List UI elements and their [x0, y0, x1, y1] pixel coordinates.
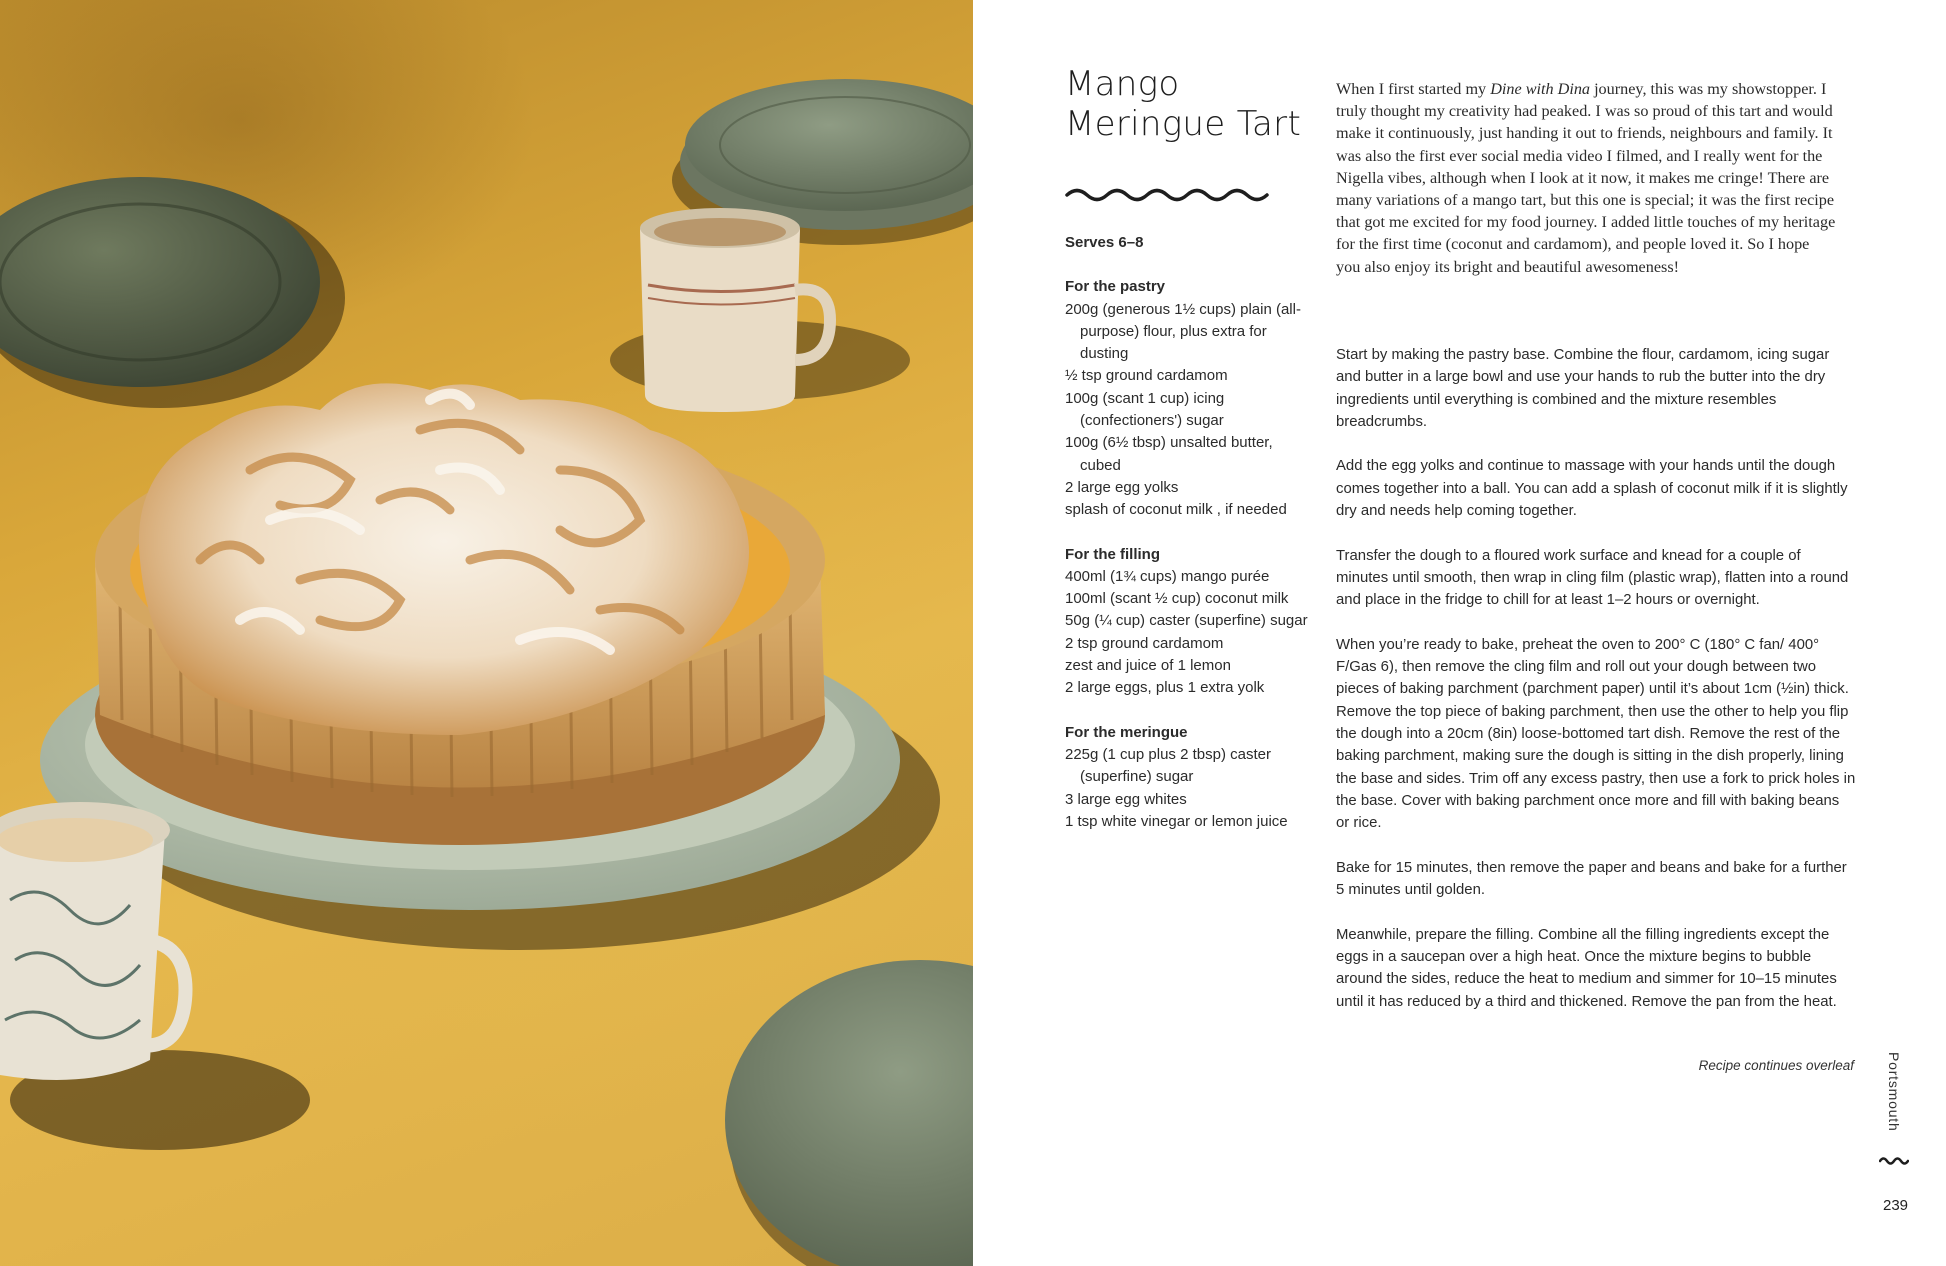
- pastry-ingredients: [1065, 276, 1315, 521]
- ingredient-item: 400ml (1¾ cups) mango purée: [1065, 567, 1270, 585]
- ingredient-item: 200g (generous 1½ cups) plain (all-purpose) flour, plus extra for dusting: [1065, 300, 1301, 363]
- ingredient-item: 2 tsp ground cardamom: [1065, 634, 1224, 652]
- wavy-divider-icon: [1065, 184, 1269, 206]
- chapter-side-label: Portsmouth: [1886, 1052, 1902, 1132]
- ingredient-item: zest and juice of 1 lemon: [1065, 657, 1231, 675]
- meringue-heading: For the meringue: [1065, 723, 1188, 741]
- ingredient-item: 3 large egg whites: [1065, 790, 1187, 808]
- method-step: Start by making the pastry base. Combine the flour, cardamom, icing sugar and butter in a large bowl and use your hands to rub the butter into the dry ingredients until everything is combined and the mixture resembles breadcrumbs.: [1336, 347, 1830, 430]
- method-step: Bake for 15 minutes, then remove the paper and beans and bake for a further 5 minutes until golden.: [1336, 859, 1847, 899]
- recipe-intro: [1336, 78, 1836, 278]
- ingredient-item: 2 large egg yolks: [1065, 478, 1179, 496]
- page-number: 239: [1883, 1197, 1909, 1214]
- ingredient-item: 225g (1 cup plus 2 tbsp) caster (superfine) sugar: [1065, 745, 1271, 786]
- intro-text-start: When I first started my: [1336, 80, 1491, 98]
- serves-label: Serves 6–8: [1065, 234, 1144, 251]
- method-step: Transfer the dough to a floured work surface and knead for a couple of minutes until smooth, then wrap in cling film (plastic wrap), flatten into a round and place in the fridge to chill for at least 1–2 hours or overnight.: [1336, 547, 1849, 609]
- small-wave-icon: [1879, 1155, 1909, 1167]
- ingredients-column: [1065, 232, 1315, 855]
- recipe-page: [973, 0, 1946, 1266]
- ingredient-item: 100g (6½ tbsp) unsalted butter, cubed: [1065, 434, 1273, 474]
- recipe-title-line-1: Mango: [1065, 64, 1180, 104]
- filling-heading: For the filling: [1065, 545, 1160, 563]
- method-steps: [1336, 344, 1856, 1035]
- ingredient-item: ½ tsp ground cardamom: [1065, 367, 1228, 385]
- ingredient-item: splash of coconut milk , if needed: [1065, 501, 1287, 519]
- ingredient-item: 100ml (scant ½ cup) coconut milk: [1065, 590, 1289, 608]
- meringue-ingredients: [1065, 722, 1315, 833]
- filling-ingredients: [1065, 544, 1315, 700]
- recipe-title: [1065, 64, 1325, 144]
- pastry-heading: For the pastry: [1065, 278, 1166, 296]
- intro-book-title: Dine with Dina: [1490, 80, 1591, 98]
- intro-text-rest: journey, this was my showstopper. I truly thought my creativity had peaked. I was so proud of this tart and would make it continuously, just handing it out to friends, neighbours and family. It was also the first ever social media video I filmed, and I really went for the Nigella vibes, although when I look at it now, it makes me cringe! There are many variations of a mango tart, but this one is special; it was the first recipe that got me excited for my food journey. I added little touches of my heritage for the first time (coconut and cardamom), and people loved it. So I hope you also enjoy its bright and beautiful awesomeness!: [1336, 80, 1836, 276]
- ingredient-item: 100g (scant 1 cup) icing (confectioners') sugar: [1065, 389, 1225, 430]
- recipe-title-line-2: Meringue Tart: [1065, 104, 1302, 144]
- continues-note: Recipe continues overleaf: [1698, 1058, 1854, 1073]
- ingredient-item: 1 tsp white vinegar or lemon juice: [1065, 812, 1288, 830]
- method-step: Meanwhile, prepare the filling. Combine all the filling ingredients except the eggs in a saucepan over a high heat. Once the mixture begins to bubble around the sides, reduce the heat to medium and simmer for 10–15 minutes until it has reduced by a third and thickened. Remove the pan from the heat.: [1336, 926, 1837, 1010]
- ingredient-item: 2 large eggs, plus 1 extra yolk: [1065, 679, 1265, 697]
- ingredient-item: 50g (¼ cup) caster (superfine) sugar: [1065, 612, 1308, 630]
- method-step: Add the egg yolks and continue to massage with your hands until the dough comes together into a ball. You can add a splash of coconut milk if it is slightly dry and needs help coming together.: [1336, 458, 1848, 520]
- method-step: When you’re ready to bake, preheat the oven to 200° C (180° C fan/ 400° F/Gas 6), then remove the cling film and roll out your dough between two pieces of baking parchment (parchment paper) until it’s about 1cm (½in) thick. Remove the top piece of baking parchment, then use the other to help you flip the dough into a 20cm (8in) loose-bottomed tart dish. Remove the rest of the baking parchment, making sure the dough is sitting in the dish properly, lining the base and sides. Trim off any excess pastry, then use a fork to prick holes in the base. Cover with baking parchment once more and fill with baking beans or rice.: [1336, 636, 1856, 832]
